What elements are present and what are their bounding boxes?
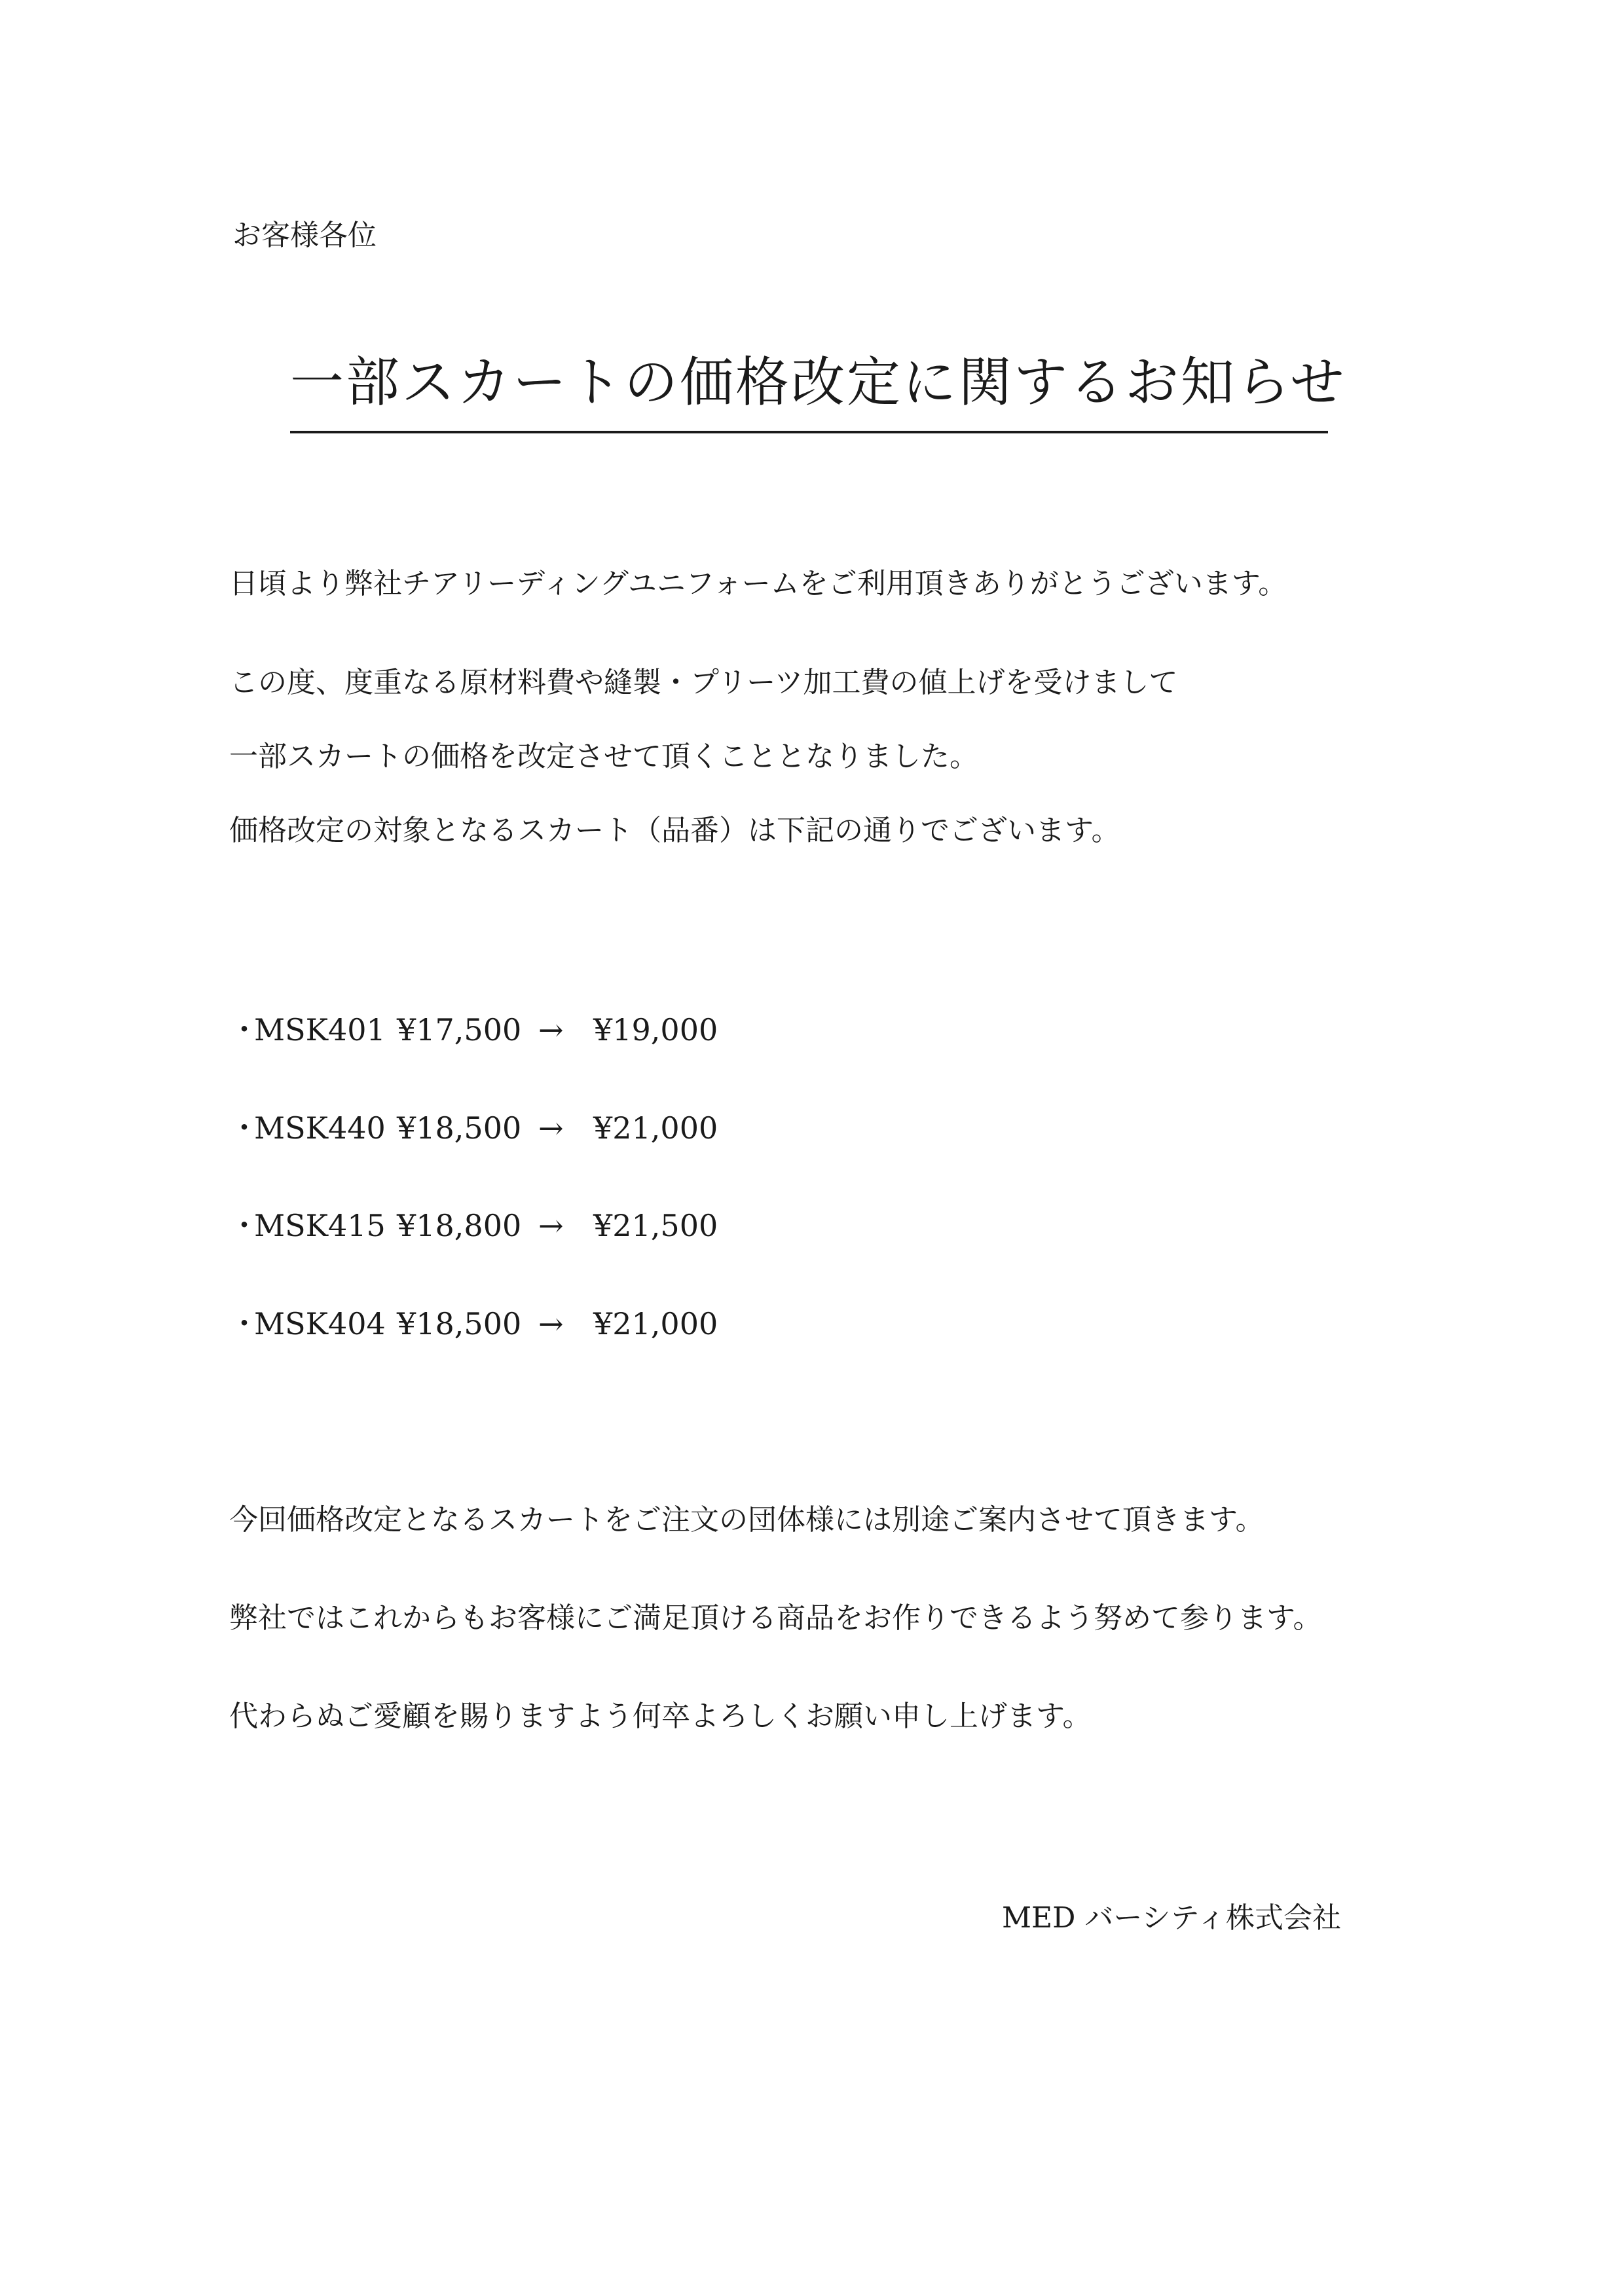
salutation: お客様各位 [232, 219, 377, 252]
closing-line-3: 代わらぬご愛顧を賜りますよう何卒よろしくお願い申し上げます。 [229, 1700, 1092, 1733]
bullet: ・ [229, 1012, 259, 1048]
old-price: ¥18,500 [397, 1110, 522, 1146]
arrow-right-icon: → [538, 1110, 564, 1146]
new-price: ¥21,000 [593, 1110, 718, 1146]
product-code: MSK404 [254, 1306, 386, 1341]
bullet: ・ [229, 1110, 259, 1146]
greeting-line: 日頃より弊社チアリーディングユニフォームをご利用頂きありがとうございます。 [229, 567, 1287, 600]
title-underline [290, 431, 1328, 433]
company-signature: MED バーシティ株式会社 [1002, 1901, 1342, 1935]
intro-line-2: 一部スカートの価格を改定させて頂くこととなりました。 [229, 740, 978, 773]
product-code: MSK440 [254, 1110, 386, 1146]
old-price: ¥17,500 [397, 1012, 522, 1048]
title-block [290, 347, 1346, 433]
new-price: ¥19,000 [593, 1012, 718, 1048]
intro-line-1: この度、度重なる原材料費や縫製・プリーツ加工費の値上げを受けまして [229, 666, 1178, 699]
product-code: MSK401 [254, 1012, 386, 1048]
bullet: ・ [229, 1208, 259, 1243]
old-price: ¥18,800 [397, 1208, 522, 1243]
intro-line-3: 価格改定の対象となるスカート（品番）は下記の通りでございます。 [229, 814, 1120, 847]
arrow-right-icon: → [538, 1012, 564, 1048]
arrow-right-icon: → [538, 1306, 564, 1341]
closing-line-2: 弊社ではこれからもお客様にご満足頂ける商品をお作りできるよう努めて参ります。 [229, 1601, 1322, 1635]
new-price: ¥21,500 [593, 1208, 718, 1243]
bullet: ・ [229, 1306, 259, 1341]
page-title: 一部スカートの価格改定に関するお知らせ [290, 352, 1346, 414]
old-price: ¥18,500 [397, 1306, 522, 1341]
new-price: ¥21,000 [593, 1306, 718, 1341]
arrow-right-icon: → [538, 1208, 564, 1243]
closing-line-1: 今回価格改定となるスカートをご注文の団体様には別途ご案内させて頂きます。 [229, 1503, 1264, 1537]
product-code: MSK415 [254, 1208, 386, 1243]
